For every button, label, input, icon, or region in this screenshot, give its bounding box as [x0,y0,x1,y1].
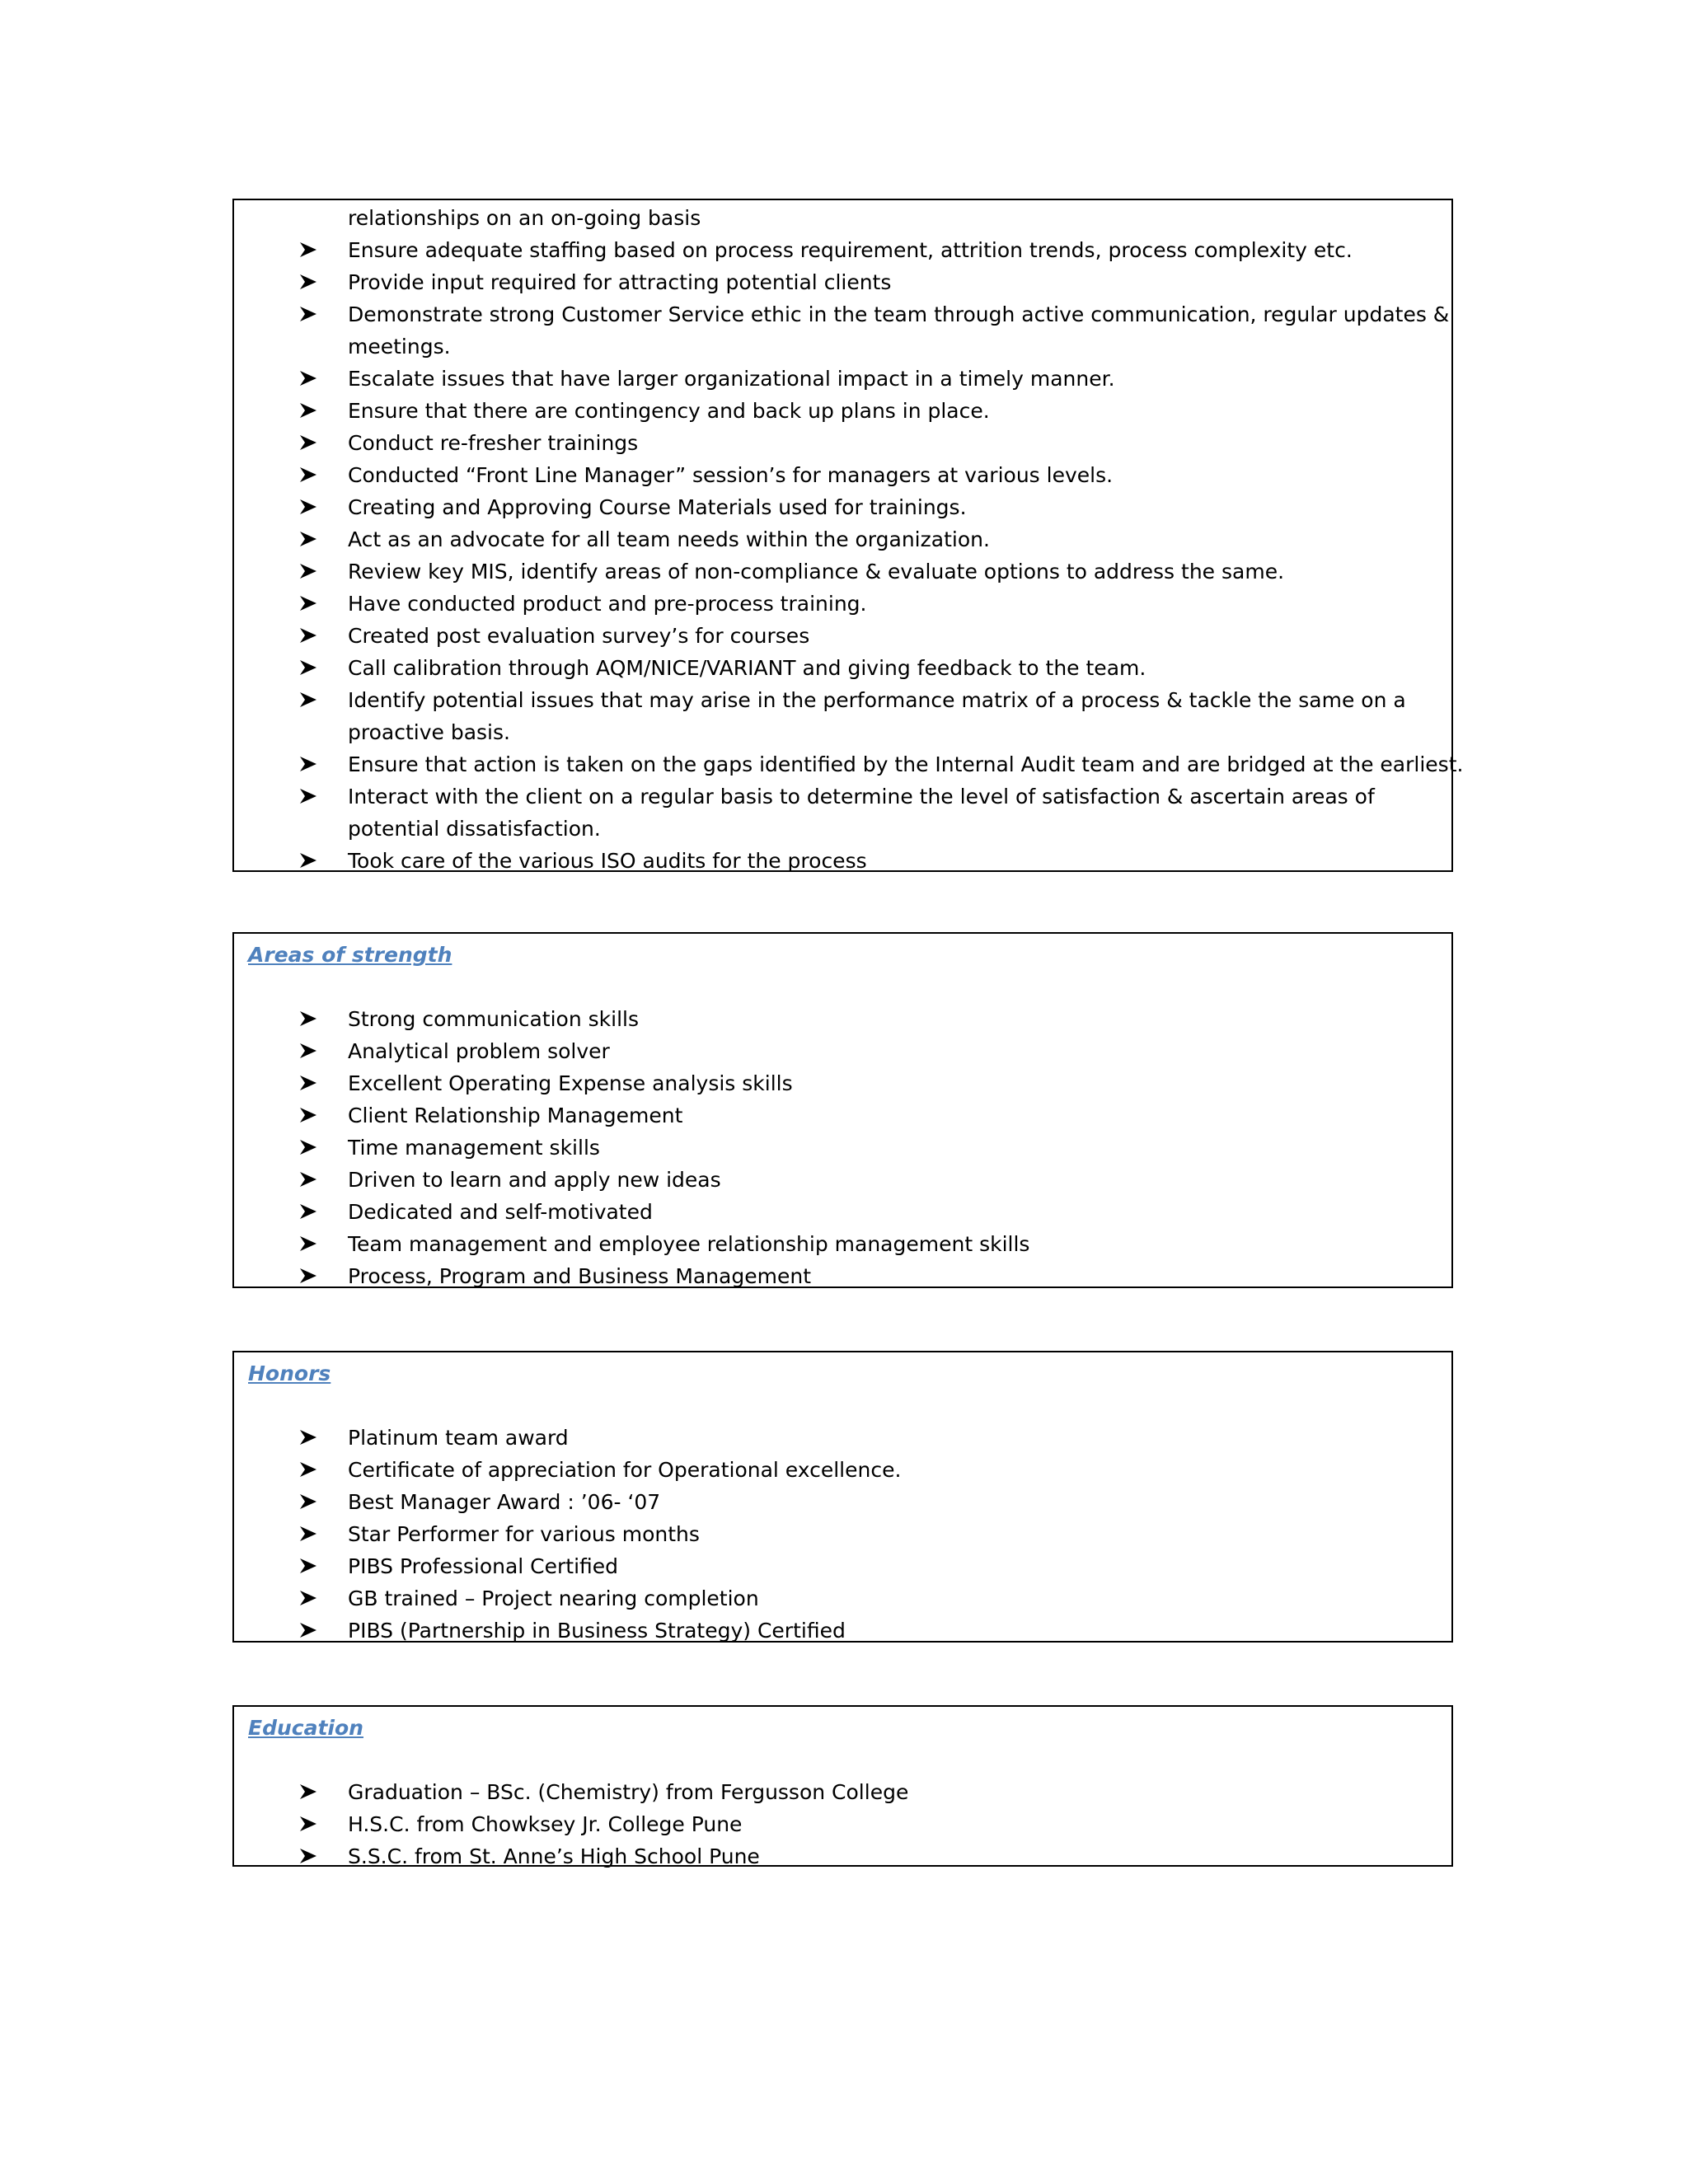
list-item [234,266,1451,298]
list-item [234,363,1451,395]
list-item-text: Excellent Operating Expense analysis skills [348,1071,793,1095]
list-item-text: Driven to learn and apply new ideas [348,1168,721,1192]
section-title: Education [248,1716,363,1740]
arrowhead-bullet-icon [299,1486,319,1518]
arrowhead-bullet-icon [299,1003,319,1035]
arrowhead-bullet-icon [299,620,319,652]
arrowhead-bullet-icon [299,1808,319,1840]
list-item [234,1099,1451,1132]
arrowhead-bullet-icon [299,363,319,395]
arrowhead-bullet-icon [299,1840,319,1872]
list-item-text: Time management skills [348,1136,600,1160]
arrowhead-bullet-icon [299,1196,319,1228]
list-item-text: Identify potential issues that may arise in the performance matrix of a process & tackle the same on a [348,688,1406,712]
list-item-text: S.S.C. from St. Anne’s High School Pune [348,1844,760,1868]
list-item-text: Took care of the various ISO audits for the process [348,849,867,873]
list-item-text: Ensure adequate staffing based on process requirement, attrition trends, process complexity etc. [348,238,1353,262]
list-item-text: Platinum team award [348,1426,569,1450]
list-item-text: Certificate of appreciation for Operational excellence. [348,1458,902,1482]
list-item [234,1615,1451,1647]
list-item-text: Team management and employee relationship management skills [348,1232,1030,1256]
arrowhead-bullet-icon [299,1776,319,1808]
list-item-text: Ensure that there are contingency and back up plans in place. [348,399,990,423]
list-item-text: Graduation – BSc. (Chemistry) from Fergusson College [348,1780,909,1804]
list-item [234,427,1451,459]
list-item-text: Star Performer for various months [348,1522,700,1546]
arrowhead-bullet-icon [299,1454,319,1486]
arrowhead-bullet-icon [299,1615,319,1647]
list-item [234,748,1464,780]
arrowhead-bullet-icon [299,845,319,877]
arrowhead-bullet-icon [299,1582,319,1615]
arrowhead-bullet-icon [299,1260,319,1292]
list-item [234,298,1451,330]
list-item-text: Escalate issues that have larger organizational impact in a timely manner. [348,367,1115,391]
arrowhead-bullet-icon [299,1099,319,1132]
honors-list [234,1422,1451,1647]
arrowhead-bullet-icon [299,780,319,813]
list-item [234,1228,1451,1260]
list-item [234,1582,1451,1615]
arrowhead-bullet-icon [299,1228,319,1260]
list-item [234,1840,1451,1872]
list-item-text: Call calibration through AQM/NICE/VARIANT and giving feedback to the team. [348,656,1146,680]
list-item [234,1486,1451,1518]
list-item-text: Dedicated and self-motivated [348,1200,653,1224]
list-item-text: H.S.C. from Chowksey Jr. College Pune [348,1812,743,1836]
arrowhead-bullet-icon [299,459,319,491]
list-item-continuation: meetings. [348,335,451,359]
list-item [234,395,1451,427]
list-item [234,620,1451,652]
education-list [234,1776,1451,1872]
arrowhead-bullet-icon [299,234,319,266]
list-item-text: GB trained – Project nearing completion [348,1586,759,1610]
list-item-text: Strong communication skills [348,1007,640,1031]
list-item-text: Interact with the client on a regular basis to determine the level of satisfaction & ascertain areas of [348,785,1375,808]
education-section [232,1705,1453,1867]
section-title: Areas of strength [248,943,452,967]
list-item [234,1518,1451,1550]
arrowhead-bullet-icon [299,1035,319,1067]
list-item [234,491,1451,523]
list-item [234,1164,1451,1196]
list-item-text: Act as an advocate for all team needs within the organization. [348,527,990,551]
list-item [234,780,1451,813]
arrowhead-bullet-icon [299,523,319,555]
list-item [234,1035,1451,1067]
list-item [234,845,1451,877]
arrowhead-bullet-icon [299,1550,319,1582]
responsibilities-section [232,199,1464,873]
arrowhead-bullet-icon [299,555,319,588]
list-item-text: Client Relationship Management [348,1104,683,1127]
arrowhead-bullet-icon [299,491,319,523]
list-item-text: Provide input required for attracting potential clients [348,270,892,294]
list-item [234,1454,1451,1486]
list-item-text: Demonstrate strong Customer Service ethic in the team through active communication, regular updates & [348,302,1450,326]
arrowhead-bullet-icon [299,1164,319,1196]
list-item [234,1260,1451,1292]
arrowhead-bullet-icon [299,588,319,620]
list-item-text: Conduct re-fresher trainings [348,431,639,455]
list-item [234,1422,1451,1454]
list-item-continuation: potential dissatisfaction. [348,817,601,841]
list-item [234,1776,1451,1808]
list-item-text: Review key MIS, identify areas of non-compliance & evaluate options to address the same. [348,560,1285,583]
list-item-text: Best Manager Award : ’06- ‘07 [348,1490,661,1514]
section-title: Honors [248,1361,331,1385]
list-item [234,1132,1451,1164]
arrowhead-bullet-icon [299,652,319,684]
arrowhead-bullet-icon [299,298,319,330]
list-item [234,684,1451,716]
strengths-section [232,932,1453,1288]
list-item [234,588,1451,620]
arrowhead-bullet-icon [299,266,319,298]
list-item [234,459,1451,491]
list-item-text: Ensure that action is taken on the gaps identified by the Internal Audit team and are bridged at the earliest. [348,752,1464,776]
arrowhead-bullet-icon [299,1067,319,1099]
arrowhead-bullet-icon [299,427,319,459]
list-item-text: Creating and Approving Course Materials used for trainings. [348,495,967,519]
arrowhead-bullet-icon [299,748,319,780]
responsibilities-continuation: relationships on an on-going basis [348,206,701,230]
list-item-text: PIBS (Partnership in Business Strategy) Certified [348,1619,846,1643]
list-item-text: Analytical problem solver [348,1039,610,1063]
list-item [234,1003,1451,1035]
list-item [234,1808,1451,1840]
arrowhead-bullet-icon [299,684,319,716]
list-item [234,652,1451,684]
list-item [234,1550,1451,1582]
list-item-text: Process, Program and Business Management [348,1264,812,1288]
responsibilities-list [234,202,1464,877]
strengths-list [234,1003,1451,1292]
arrowhead-bullet-icon [299,395,319,427]
list-item-continuation: proactive basis. [348,720,510,744]
arrowhead-bullet-icon [299,1518,319,1550]
honors-section [232,1351,1453,1643]
list-item [234,1067,1451,1099]
list-item [234,234,1451,266]
list-item-text: Created post evaluation survey’s for courses [348,624,810,648]
arrowhead-bullet-icon [299,1132,319,1164]
list-item [234,523,1451,555]
list-item-text: Have conducted product and pre-process training. [348,592,867,616]
arrowhead-bullet-icon [299,1422,319,1454]
list-item-text: PIBS Professional Certified [348,1554,619,1578]
list-item-text: Conducted “Front Line Manager” session’s for managers at various levels. [348,463,1114,487]
list-item [234,1196,1451,1228]
list-item [234,555,1451,588]
